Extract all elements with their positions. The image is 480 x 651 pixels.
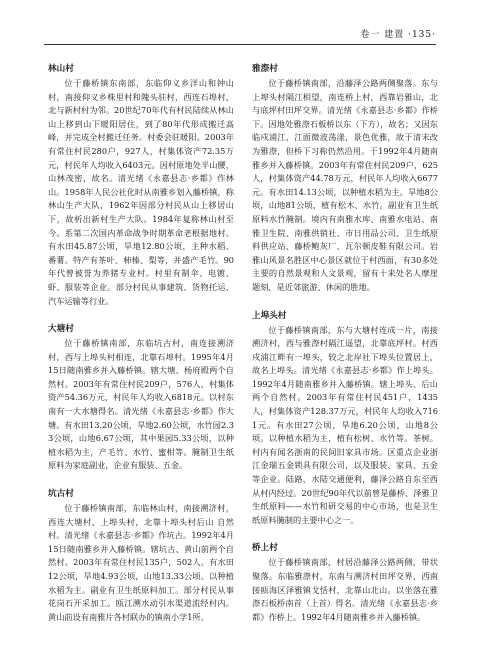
entry-body: 位于藤桥镇南部，东与大塘村连成一片，南接溯济村，西与雅漈村隔江遥望，北靠底坪村。村西戍浦江畔有一埠头，较之北岸社下埠头位置居上，故名上埠头。清光绪《永嘉县志·乡都》作上埠头。1992年4月随南雅乡并入藤桥镇。辖上埠头、后山两个自然村。2003年有常住村民451户，1435人，村集体资产128.37万元，村民年人均收入7161元。有水田27公顷，旱地6.20公顷，山地8公顷。以种植水稻为主，植有松树、水竹等。茶树。村内有闻名浙南的民间旧家具市场。区重点企业浙江金瑞五金锁具有限公司，以及服装、家具、五金等企业。陆路，水陆交通便利，藤泽公路自东至西从村内经过。20世纪90年代以前曾是藤桥、泽雅卫生纸原料——水竹和研交易的中心市场，也是卫生纸原料腌制的主要中心之一。 [252, 324, 438, 525]
page-header [44, 0, 436, 46]
entry-qiaoshang [252, 541, 438, 624]
entry-title: 桥上村 [252, 543, 278, 554]
entry-title: 大塘村 [48, 324, 74, 335]
entry-title: 上埠头村 [252, 310, 287, 321]
header-rule [44, 44, 436, 45]
entry-datang [48, 322, 234, 473]
entry-body: 位于藤桥镇南部，东临林山村，南接溯济村，西连大塘村、上埠头村，北靠十埠头村后山 自然村。清光绪《永嘉县志·乡都》作坑古。1992年4月15日随南雅乡并入藤桥镇。辖坑古、黄山前两个自然村。2003年有常住村民135户，502人。有水田12公顷，旱地4.93公顷，山地13.33公顷。以种植水稻为主。副业有卫生纸原料加工。部分村民从事花岗石开采加工。瓯江溯水动引水渠道流经村内。黄山前设有南雅片各村联办的镇南小学1所。 [48, 503, 234, 622]
entry-kenggu [48, 487, 234, 624]
entry-yaji [252, 62, 438, 295]
entry-title: 坑古村 [48, 489, 74, 500]
left-column [48, 62, 234, 638]
entry-title: 雅漈村 [252, 64, 278, 74]
entry-body: 位于藤桥镇南部，东临坑古村，南连接溯济村，西与上埠头村相连，北靠石埠村。1995年4月15日随南雅乡并入藤桥镇。辖大塘、杨府殿两个自然村。2003年有常住村民209户，576人，村集体资产54.36万元，村民年人均收入6818元。以村东南有一大水塘得名。清光绪《永嘉县志·乡都》作大塘。有水田13.20公顷，旱地2.60公顷，水竹园2.33公顷，山地6.67公顷，其中果园5.33公顷，以种植水稻为主，产毛竹、水竹、蜜柑等。腌制卫生纸原料为家庭副业，企业有服装、五金。 [48, 338, 234, 471]
entry-body: 位于藤桥镇南部，村居沿藤泽公路两侧，带状聚落。东临雅漈村，东南与溯济村田坪交界，西南接瓯海区泽雅镇戈恬村，北靠山北山。以坐落在雅漈石板桥南首（上首）得名。清光绪《永嘉县志·乡都》作桥上。1992年4月随南雅乡并入藤桥镇。 [252, 557, 438, 622]
running-head: 卷一 建置 ·135· [360, 30, 436, 40]
entry-body: 位于藤桥镇东南部，东临仰义乡洋山和钟山村，南接仰义乡株里村和隗头驻村，西连石埠村，北与新村村为邻。20世纪70年代有村民陆续从林山山上移到山下暖阳居住，到了80年代形成搬迁高峰，并完成全村搬迁任务。村委会驻暖阳。2003年有常住村民280户，927人，村集体资产72.35万元，村民年人均收入6403元。因村原地处半山腰，山林茂密，故名。清光绪《永嘉县志·乡都》作林山。1958年人民公社化时从南雅乡划入藤桥镇，称林山生产大队，1962年因部分村民从山上移居山下，故析出新村生产大队。1984年复称林山村至今。系第二次国内革命战争时期革命老根据地村。有水田45.87公顷，旱地12.80公顷，主种水稻、番薯。特产有茶叶、柿榛、梨等，并盛产毛竹。90年代曾被誉为养猪专业村。村里有制伞、电镀、虾、服装等企业。部分村民从事建筑、货物托运、汽车运输等行业。 [48, 78, 234, 306]
entry-title: 林山村 [48, 64, 74, 74]
entry-shangbutou [252, 309, 438, 528]
right-column [252, 62, 438, 638]
entry-body: 位于藤桥镇南部，沿藤泽公路两侧聚落。东与上埠头村隔江相望，南连桥上村，西靠岩雅山，北与底坪村田坪交界。清光绪《永嘉县志·乡都》作桥下。因地处雅漈石板桥以东（下方），故名；又因东临戍浦江，江面微波荡漾，景色优雅，故于清末改为雅漈，但桥下习称仍然沿用。于1992年4月随南雅乡并入藤桥镇。2003年有常住村民209户，625人，村集体资产44.78万元，村民年人均收入6677元。有水田14.13公顷，以种植水稻为主。旱地8公顷，山地81公顷，植有松木、水竹。副业有卫生纸原料水竹腌制。境内有南雅水库、南雅水电站、南雅卫生院、南雅供销社、市日用品公司、卫生纸原料供应站、藤桥鲍灰厂、瓦尔顿皮鞋有限公司。岩雅山风景名胜区中心景区就位于村西面，有30多处主要的自然景观和人文景观，留有十来处名人摩崖题刻，是近郊旅游、休闲的胜地。 [252, 78, 438, 292]
entry-linshan [48, 62, 234, 308]
